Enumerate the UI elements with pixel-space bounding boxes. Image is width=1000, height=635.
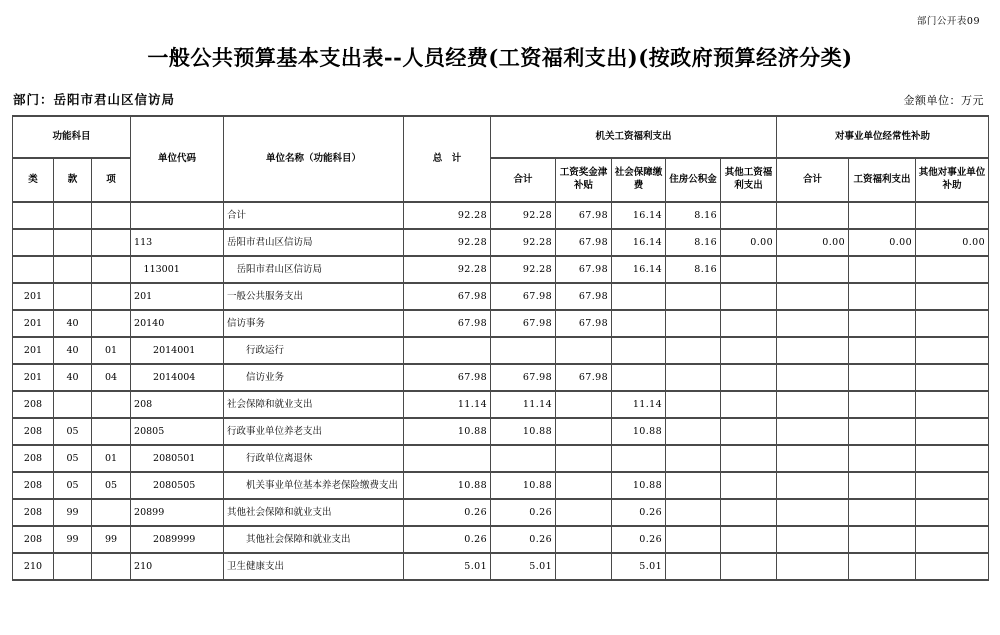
cell-xiang xyxy=(92,310,131,337)
cell-org-total: 67.98 xyxy=(491,310,556,337)
cell-inst-salary xyxy=(849,364,916,391)
cell-code: 20899 xyxy=(131,499,224,526)
cell-org-housing: 8.16 xyxy=(666,229,721,256)
cell-inst-total xyxy=(777,472,849,499)
cell-inst-other: 0.00 xyxy=(916,229,989,256)
cell-lei: 208 xyxy=(13,472,54,499)
cell-inst-other xyxy=(916,445,989,472)
department-label: 部门：岳阳市君山区信访局 xyxy=(13,92,176,107)
header-institution-subsidy-group: 对事业单位经常性补助 xyxy=(777,116,989,158)
table-row xyxy=(13,445,989,472)
header-unit-name: 单位名称（功能科目） xyxy=(224,116,404,202)
cell-org-salary: 67.98 xyxy=(556,256,612,283)
cell-lei xyxy=(13,229,54,256)
cell-kuan: 40 xyxy=(54,310,92,337)
cell-kuan: 99 xyxy=(54,499,92,526)
cell-inst-total xyxy=(777,283,849,310)
cell-org-salary: 67.98 xyxy=(556,229,612,256)
cell-inst-total xyxy=(777,391,849,418)
cell-org-social: 16.14 xyxy=(612,202,666,229)
cell-inst-salary xyxy=(849,445,916,472)
cell-inst-salary xyxy=(849,391,916,418)
cell-org-housing xyxy=(666,418,721,445)
cell-kuan: 05 xyxy=(54,472,92,499)
header-section: 款 xyxy=(54,158,92,202)
cell-code: 201 xyxy=(131,283,224,310)
cell-lei: 201 xyxy=(13,283,54,310)
cell-inst-other xyxy=(916,391,989,418)
cell-total: 10.88 xyxy=(404,472,491,499)
cell-inst-total xyxy=(777,256,849,283)
cell-lei: 208 xyxy=(13,499,54,526)
cell-org-salary xyxy=(556,472,612,499)
cell-org-total: 67.98 xyxy=(491,364,556,391)
cell-org-total: 5.01 xyxy=(491,553,556,580)
cell-org-other: 0.00 xyxy=(721,229,777,256)
cell-org-social: 0.26 xyxy=(612,499,666,526)
cell-lei: 208 xyxy=(13,418,54,445)
cell-name: 行政运行 xyxy=(224,337,404,364)
cell-xiang xyxy=(92,391,131,418)
header-org-social-security: 社会保障缴费 xyxy=(612,158,666,202)
cell-org-total: 92.28 xyxy=(491,256,556,283)
cell-kuan: 99 xyxy=(54,526,92,553)
cell-name: 行政事业单位养老支出 xyxy=(224,418,404,445)
cell-xiang: 05 xyxy=(92,472,131,499)
cell-code: 113 xyxy=(131,229,224,256)
cell-org-social: 10.88 xyxy=(612,418,666,445)
cell-total xyxy=(404,337,491,364)
cell-inst-total: 0.00 xyxy=(777,229,849,256)
cell-inst-salary xyxy=(849,283,916,310)
table-row xyxy=(13,553,989,580)
table-row xyxy=(13,364,989,391)
cell-inst-other xyxy=(916,364,989,391)
header-item: 项 xyxy=(92,158,131,202)
cell-code: 208 xyxy=(131,391,224,418)
cell-xiang xyxy=(92,283,131,310)
header-inst-other-subsidy: 其他对事业单位补助 xyxy=(916,158,989,202)
header-inst-wage-welfare: 工资福利支出 xyxy=(849,158,916,202)
cell-inst-total xyxy=(777,526,849,553)
cell-name: 合计 xyxy=(224,202,404,229)
header-unit-code: 单位代码 xyxy=(131,116,224,202)
cell-lei: 208 xyxy=(13,445,54,472)
cell-inst-salary: 0.00 xyxy=(849,229,916,256)
header-org-salary-bonus: 工资奖金津补贴 xyxy=(556,158,612,202)
table-row xyxy=(13,337,989,364)
table-row xyxy=(13,310,989,337)
cell-org-other xyxy=(721,445,777,472)
cell-name: 社会保障和就业支出 xyxy=(224,391,404,418)
cell-org-salary xyxy=(556,418,612,445)
amount-unit-label: 金额单位：万元 xyxy=(903,94,984,107)
table-row xyxy=(13,472,989,499)
cell-org-total: 10.88 xyxy=(491,418,556,445)
cell-total: 0.26 xyxy=(404,499,491,526)
cell-org-total: 92.28 xyxy=(491,202,556,229)
cell-lei xyxy=(13,202,54,229)
cell-org-housing: 8.16 xyxy=(666,256,721,283)
cell-total: 67.98 xyxy=(404,310,491,337)
cell-total: 5.01 xyxy=(404,553,491,580)
table-row xyxy=(13,256,989,283)
cell-inst-salary xyxy=(849,418,916,445)
cell-org-salary: 67.98 xyxy=(556,283,612,310)
cell-inst-other xyxy=(916,418,989,445)
cell-kuan xyxy=(54,391,92,418)
cell-org-housing xyxy=(666,499,721,526)
cell-xiang xyxy=(92,418,131,445)
cell-name: 行政单位离退休 xyxy=(224,445,404,472)
cell-xiang xyxy=(92,202,131,229)
cell-org-salary xyxy=(556,391,612,418)
cell-kuan: 05 xyxy=(54,445,92,472)
cell-code: 113001 xyxy=(131,256,224,283)
cell-org-other xyxy=(721,499,777,526)
cell-lei: 201 xyxy=(13,364,54,391)
cell-org-housing xyxy=(666,472,721,499)
cell-lei xyxy=(13,256,54,283)
cell-xiang: 99 xyxy=(92,526,131,553)
cell-org-other xyxy=(721,418,777,445)
cell-name: 卫生健康支出 xyxy=(224,553,404,580)
cell-org-social xyxy=(612,310,666,337)
cell-name: 信访业务 xyxy=(224,364,404,391)
cell-name: 机关事业单位基本养老保险缴费支出 xyxy=(224,472,404,499)
cell-inst-total xyxy=(777,202,849,229)
cell-name: 岳阳市君山区信访局 xyxy=(224,229,404,256)
form-number-note: 部门公开表09 xyxy=(916,16,980,27)
cell-org-salary: 67.98 xyxy=(556,310,612,337)
cell-org-social: 11.14 xyxy=(612,391,666,418)
cell-inst-salary xyxy=(849,526,916,553)
cell-org-social xyxy=(612,283,666,310)
cell-inst-total xyxy=(777,499,849,526)
cell-name: 岳阳市君山区信访局 xyxy=(224,256,404,283)
cell-inst-salary xyxy=(849,553,916,580)
cell-org-other xyxy=(721,472,777,499)
cell-org-salary: 67.98 xyxy=(556,364,612,391)
cell-xiang xyxy=(92,499,131,526)
cell-name: 一般公共服务支出 xyxy=(224,283,404,310)
cell-kuan xyxy=(54,229,92,256)
cell-total: 67.98 xyxy=(404,283,491,310)
cell-org-other xyxy=(721,391,777,418)
cell-xiang xyxy=(92,553,131,580)
cell-org-salary xyxy=(556,337,612,364)
cell-inst-other xyxy=(916,553,989,580)
cell-org-social xyxy=(612,337,666,364)
cell-org-other xyxy=(721,256,777,283)
cell-code: 210 xyxy=(131,553,224,580)
cell-inst-total xyxy=(777,553,849,580)
cell-lei: 208 xyxy=(13,391,54,418)
cell-inst-other xyxy=(916,337,989,364)
cell-org-social: 5.01 xyxy=(612,553,666,580)
cell-org-total: 92.28 xyxy=(491,229,556,256)
table-row xyxy=(13,229,989,256)
header-inst-subtotal: 合计 xyxy=(777,158,849,202)
header-org-wage-welfare-group: 机关工资福利支出 xyxy=(491,116,777,158)
cell-inst-total xyxy=(777,364,849,391)
cell-lei: 210 xyxy=(13,553,54,580)
cell-org-other xyxy=(721,526,777,553)
cell-inst-salary xyxy=(849,256,916,283)
cell-code: 2080505 xyxy=(131,472,224,499)
cell-xiang: 01 xyxy=(92,445,131,472)
cell-org-total: 67.98 xyxy=(491,283,556,310)
cell-name: 信访事务 xyxy=(224,310,404,337)
cell-inst-salary xyxy=(849,202,916,229)
cell-org-housing xyxy=(666,445,721,472)
cell-total: 11.14 xyxy=(404,391,491,418)
cell-total: 92.28 xyxy=(404,256,491,283)
cell-inst-other xyxy=(916,202,989,229)
cell-inst-salary xyxy=(849,499,916,526)
cell-kuan xyxy=(54,283,92,310)
cell-total: 10.88 xyxy=(404,418,491,445)
cell-xiang xyxy=(92,229,131,256)
header-row-groups xyxy=(13,116,989,158)
cell-inst-total xyxy=(777,418,849,445)
cell-org-total: 0.26 xyxy=(491,526,556,553)
cell-inst-salary xyxy=(849,310,916,337)
cell-inst-other xyxy=(916,256,989,283)
header-functional-subjects: 功能科目 xyxy=(13,116,131,158)
cell-org-other xyxy=(721,364,777,391)
table-row xyxy=(13,391,989,418)
cell-kuan: 05 xyxy=(54,418,92,445)
cell-org-total xyxy=(491,337,556,364)
cell-kuan xyxy=(54,202,92,229)
cell-inst-salary xyxy=(849,472,916,499)
cell-name: 其他社会保障和就业支出 xyxy=(224,499,404,526)
cell-org-social xyxy=(612,364,666,391)
cell-inst-other xyxy=(916,526,989,553)
cell-xiang: 01 xyxy=(92,337,131,364)
cell-org-social: 16.14 xyxy=(612,229,666,256)
cell-org-salary: 67.98 xyxy=(556,202,612,229)
cell-org-salary xyxy=(556,553,612,580)
cell-inst-other xyxy=(916,283,989,310)
cell-code: 20140 xyxy=(131,310,224,337)
table-row xyxy=(13,526,989,553)
cell-org-social: 0.26 xyxy=(612,526,666,553)
cell-inst-total xyxy=(777,337,849,364)
header-class: 类 xyxy=(13,158,54,202)
table-row xyxy=(13,283,989,310)
cell-org-housing xyxy=(666,364,721,391)
cell-inst-other xyxy=(916,310,989,337)
cell-org-other xyxy=(721,553,777,580)
cell-org-housing xyxy=(666,283,721,310)
cell-org-salary xyxy=(556,499,612,526)
cell-org-housing xyxy=(666,553,721,580)
cell-org-housing xyxy=(666,526,721,553)
header-org-other-wage: 其他工资福利支出 xyxy=(721,158,777,202)
cell-inst-total xyxy=(777,445,849,472)
cell-lei: 201 xyxy=(13,310,54,337)
cell-lei: 201 xyxy=(13,337,54,364)
cell-inst-salary xyxy=(849,337,916,364)
cell-org-total: 11.14 xyxy=(491,391,556,418)
cell-org-social: 16.14 xyxy=(612,256,666,283)
cell-org-housing xyxy=(666,391,721,418)
cell-total: 92.28 xyxy=(404,202,491,229)
cell-org-housing: 8.16 xyxy=(666,202,721,229)
cell-org-social xyxy=(612,445,666,472)
cell-org-housing xyxy=(666,310,721,337)
cell-total: 92.28 xyxy=(404,229,491,256)
cell-code: 2014004 xyxy=(131,364,224,391)
cell-org-housing xyxy=(666,337,721,364)
table-row xyxy=(13,418,989,445)
cell-kuan: 40 xyxy=(54,337,92,364)
cell-code xyxy=(131,202,224,229)
header-grand-total: 总 计 xyxy=(404,116,491,202)
cell-kuan xyxy=(54,256,92,283)
budget-table xyxy=(12,115,989,581)
cell-inst-total xyxy=(777,310,849,337)
page-title: 一般公共预算基本支出表--人员经费(工资福利支出)(按政府预算经济分类) xyxy=(147,45,853,70)
cell-kuan xyxy=(54,553,92,580)
header-org-housing-fund: 住房公积金 xyxy=(666,158,721,202)
cell-inst-other xyxy=(916,499,989,526)
cell-org-total: 10.88 xyxy=(491,472,556,499)
cell-org-other xyxy=(721,337,777,364)
cell-code: 20805 xyxy=(131,418,224,445)
cell-org-salary xyxy=(556,445,612,472)
cell-total: 0.26 xyxy=(404,526,491,553)
table-row xyxy=(13,202,989,229)
cell-name: 其他社会保障和就业支出 xyxy=(224,526,404,553)
cell-org-other xyxy=(721,202,777,229)
cell-org-social: 10.88 xyxy=(612,472,666,499)
table-row xyxy=(13,499,989,526)
cell-code: 2014001 xyxy=(131,337,224,364)
cell-xiang: 04 xyxy=(92,364,131,391)
cell-org-other xyxy=(721,283,777,310)
cell-inst-other xyxy=(916,472,989,499)
header-org-subtotal: 合计 xyxy=(491,158,556,202)
table-body xyxy=(13,202,989,580)
cell-code: 2089999 xyxy=(131,526,224,553)
cell-lei: 208 xyxy=(13,526,54,553)
cell-org-other xyxy=(721,310,777,337)
cell-kuan: 40 xyxy=(54,364,92,391)
cell-org-total: 0.26 xyxy=(491,499,556,526)
cell-xiang xyxy=(92,256,131,283)
cell-total: 67.98 xyxy=(404,364,491,391)
cell-total xyxy=(404,445,491,472)
cell-org-salary xyxy=(556,526,612,553)
cell-code: 2080501 xyxy=(131,445,224,472)
cell-org-total xyxy=(491,445,556,472)
